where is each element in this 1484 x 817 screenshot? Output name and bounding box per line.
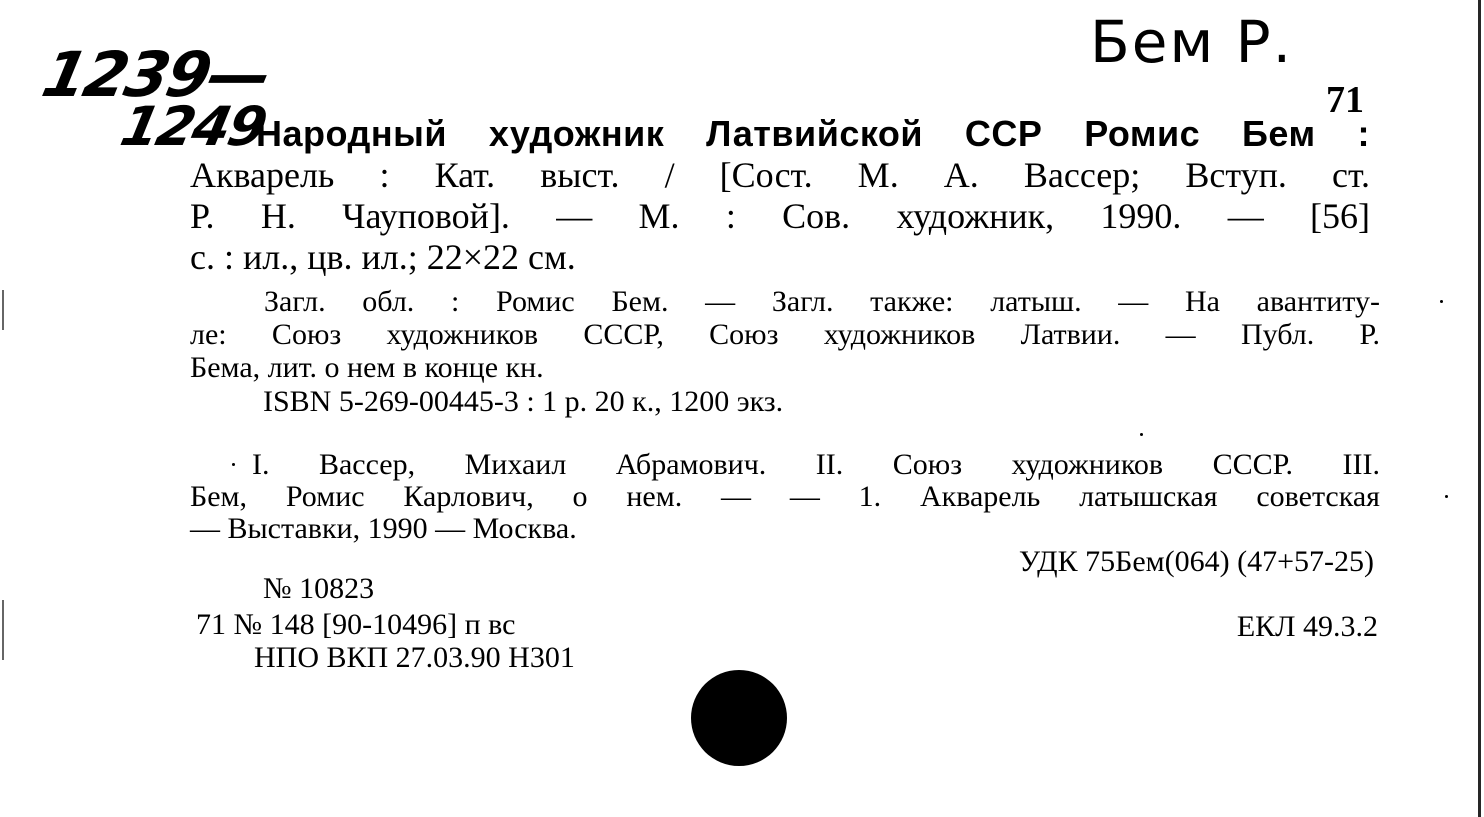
print-speck	[1440, 300, 1443, 303]
isbn-line: ISBN 5-269-00445-3 : 1 р. 20 к., 1200 экз.	[263, 385, 784, 418]
print-speck	[1140, 433, 1143, 436]
card-number: 71	[1326, 79, 1364, 121]
title-heading: Народный художник Латвийской ССР Ромис Бем	[256, 113, 1316, 154]
handwritten-author-note: Бем Р.	[1090, 8, 1294, 76]
title-line-2: Акварель : Кат. выст. / [Сост. М. А. Вассер; Вступ. ст.	[190, 155, 1370, 195]
ekl-code: ЕКЛ 49.3.2	[1236, 610, 1378, 643]
title-line-3: Р. Н. Чауповой]. — М. : Сов. художник, 1990. — [56]	[190, 196, 1370, 236]
notes-line-1: Загл. обл. : Ромис Бем. — Загл. также: латыш. — На авантиту-	[264, 285, 1380, 318]
handwritten-range-end: 1249	[115, 95, 271, 158]
punch-hole	[691, 670, 787, 766]
udk-code: УДК 75Бем(064) (47+57-25)	[1018, 545, 1374, 578]
print-info-line-1: 71 № 148 [90-10496] п вс	[196, 608, 516, 641]
catalog-number: № 10823	[263, 572, 375, 605]
print-info-line-2: НПО ВКП 27.03.90 Н301	[254, 641, 575, 674]
title-line-4: с. : ил., цв. ил.; 22×22 см.	[190, 237, 576, 277]
tracings-line-1: I. Вассер, Михаил Абрамович. II. Союз художников СССР. III.	[252, 448, 1380, 481]
tracings-line-2: Бем, Ромис Карлович, о нем. — — 1. Акварель латышская советская	[190, 480, 1380, 513]
tracings-block	[190, 449, 1380, 545]
notes-line-2: ле: Союз художников СССР, Союз художников Латвии. — Публ. Р.	[190, 318, 1380, 351]
handwritten-range-start: 1239—	[36, 38, 277, 111]
notes-line-3: Бема, лит. о нем в конце кн.	[190, 351, 544, 384]
print-speck	[232, 463, 235, 466]
print-speck	[1445, 495, 1448, 498]
title-heading-colon: :	[1315, 113, 1370, 154]
card-right-edge	[1478, 0, 1481, 817]
card-left-edge-mark	[2, 600, 4, 660]
title-line-1	[190, 113, 1370, 155]
print-info	[196, 608, 575, 674]
title-block	[190, 113, 1370, 278]
tracings-line-3: — Выставки, 1990 — Москва.	[190, 512, 577, 545]
card-left-edge-mark	[2, 290, 4, 330]
notes-block	[190, 285, 1380, 384]
